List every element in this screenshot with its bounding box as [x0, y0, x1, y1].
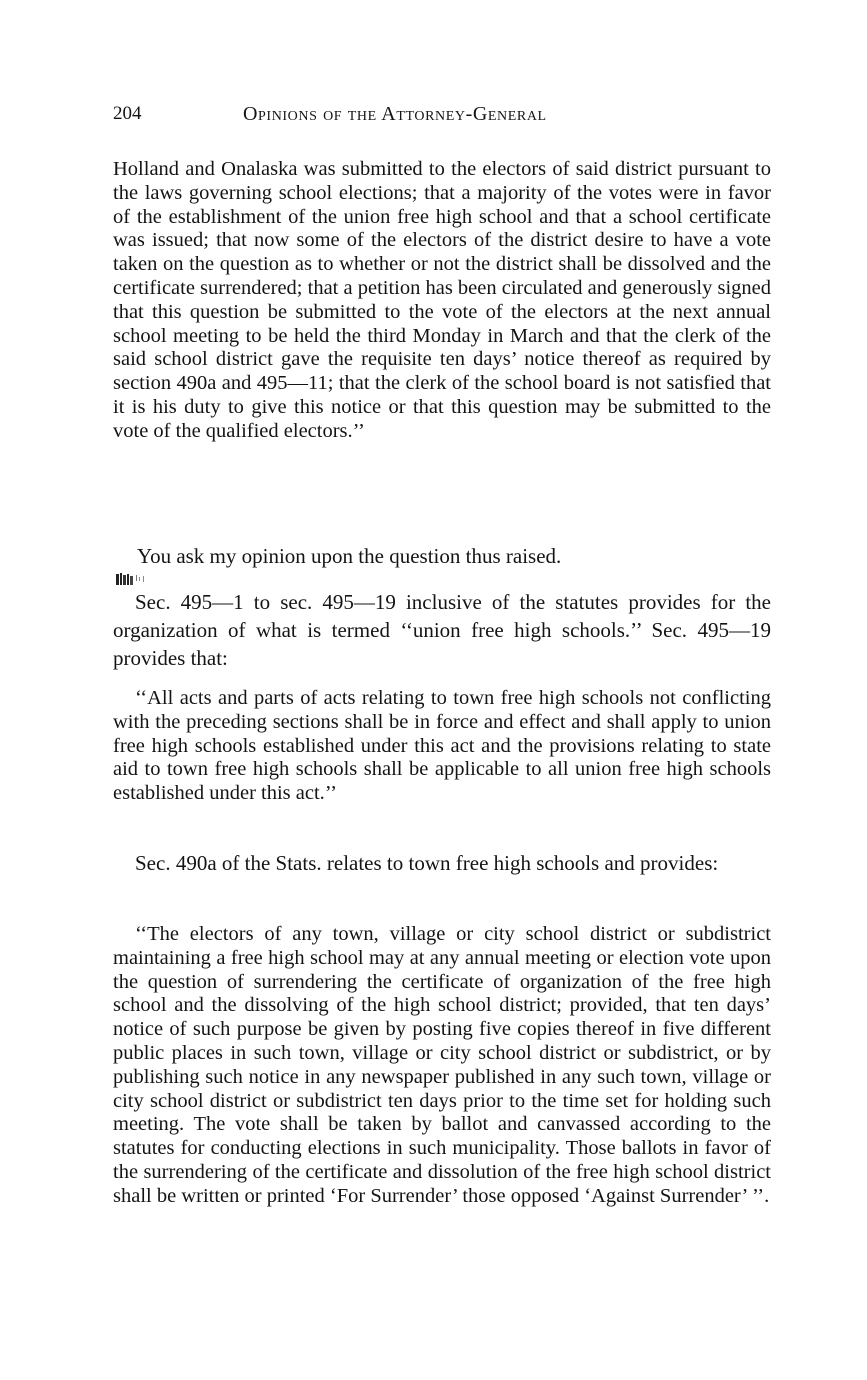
- paragraph-ask: You ask my opinion upon the question thus raised.: [137, 544, 562, 568]
- paragraph-quote-2: ‘‘All acts and parts of acts relating to town free high schools not conflicting with the preceding sections shall be in force and effect and shall apply to union free high schools established under this act and the provisions relating to state aid to town free high schools shall be applicable to all union free high schools established under this act.’’: [113, 687, 771, 805]
- paragraph-sec-495: Sec. 495—1 to sec. 495—19 inclusive of the statutes provides for the organization of what is termed ‘‘union free high schools.’’ Sec. 495—19 provides that:: [113, 590, 771, 670]
- page-number: 204: [113, 103, 142, 124]
- ink-smudge-icon: [116, 572, 152, 586]
- paragraph-sec-490a: Sec. 490a of the Stats. relates to town free high schools and provides:: [135, 851, 719, 875]
- running-head: Opinions of the Attorney-General: [243, 103, 547, 125]
- paragraph-quote-3: ‘‘The electors of any town, village or city school district or subdistrict maintaining a free high school may at any annual meeting or election vote upon the question of surrendering the certificate of organization of the free high school and the dissolving of the high school district; provided, that ten days’ notice of such purpose be given by posting five copies thereof in five different public places in such town, village or city school district or subdistrict, or by publishing such notice in any newspaper published in any such town, village or city school district or subdistrict ten days prior to the time set for holding such meeting. The vote shall be taken by ballot and canvassed according to the statutes for conducting elections in such municipality. Those ballots in favor of the surrendering of the certificate and dissolution of the free high school district shall be written or printed ‘For Surrender’ those opposed ‘Against Surrender’ ’’.: [113, 923, 771, 1207]
- page-header: [113, 103, 773, 131]
- paragraph-quote-1: Holland and Onalaska was submitted to the electors of said district pursuant to the laws governing school elections; that a majority of the votes were in favor of the establishment of the union free high school and that a school certificate was issued; that now some of the electors of the district desire to have a vote taken on the question as to whether or not the district shall be dissolved and the certificate surrendered; that a petition has been circulated and generously signed that this question be submitted to the vote of the electors at the next annual school meeting to be held the third Monday in March and that the clerk of the said school district gave the requisite ten days’ notice thereof as required by section 490a and 495—11; that the clerk of the school board is not satisfied that it is his duty to give this notice or that this question may be submitted to the vote of the qualified electors.’’: [113, 158, 772, 442]
